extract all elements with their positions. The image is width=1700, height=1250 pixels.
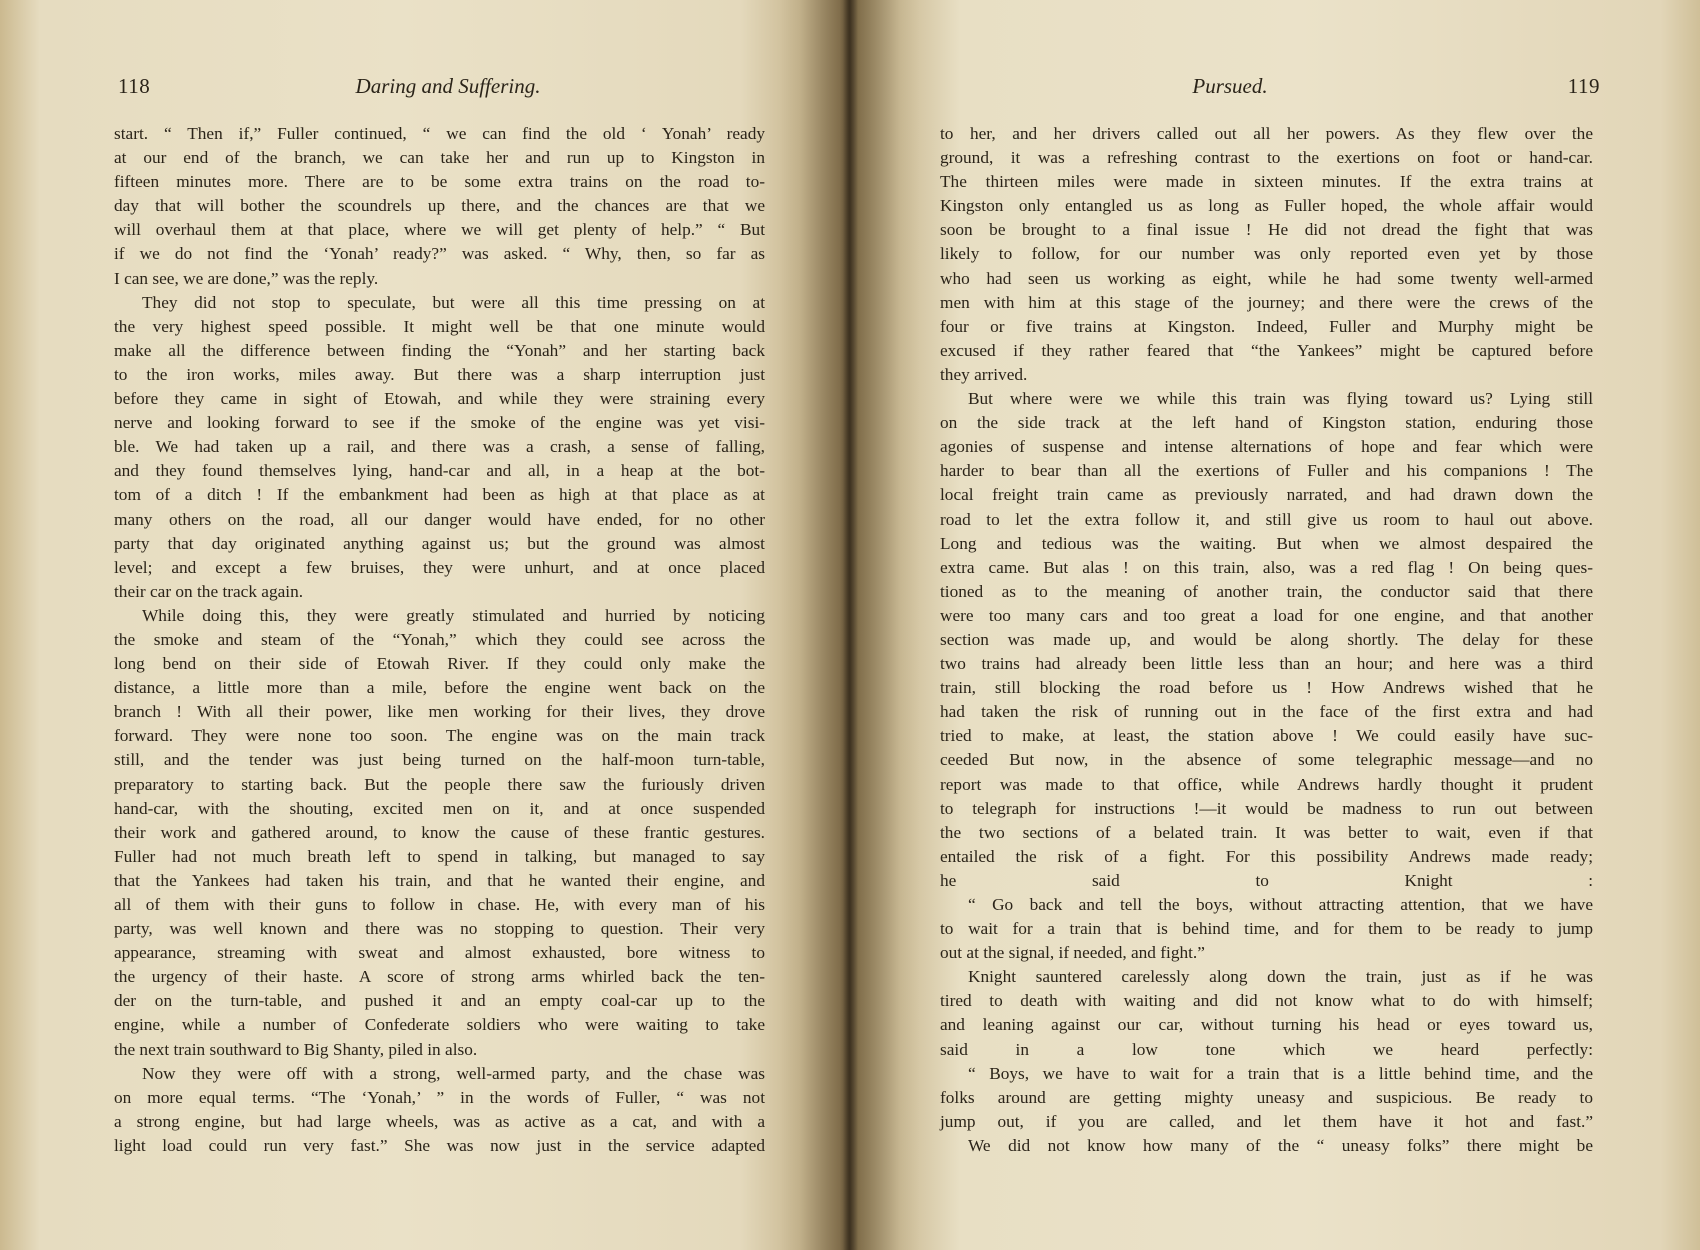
text-line: road to let the extra follow it, and still give us room to haul out above. [940, 509, 1593, 529]
text-line: light load could run very fast.” She was now just in the service adapted [114, 1135, 765, 1155]
text-line: Now they were off with a strong, well-armed party, and the chase was [142, 1063, 765, 1083]
text-line: “ Go back and tell the boys, without attracting attention, that we have [968, 895, 1593, 914]
text-line: “ Boys, we have to wait for a train that is a little behind time, and the [968, 1063, 1593, 1083]
text-line: and they found themselves lying, hand-car and all, in a heap at the bot- [114, 461, 765, 481]
text-line: tom of a ditch ! If the embankment had been as high at that place as at [114, 485, 765, 505]
text-line: appearance, streaming with sweat and almost exhausted, bore witness to [114, 943, 765, 963]
text-line: party, was well known and there was no stopping to question. Their very [114, 919, 765, 939]
text-line: two trains had already been little less than an hour; and here was a third [940, 654, 1593, 674]
text-line: branch ! With all their power, like men working for their lives, they drove [114, 702, 765, 722]
text-line: before they came in sight of Etowah, and while they were straining every [114, 389, 765, 409]
text-line: ground, it was a refreshing contrast to the exertions on foot or hand-car. [940, 148, 1593, 168]
text-line: excused if they rather feared that “the Yankees” might be captured before [940, 340, 1593, 360]
text-line: forward. They were none too soon. The engine was on the main track [114, 726, 765, 746]
text-line: he said to Knight : [940, 870, 1593, 890]
text-line: fifteen minutes more. There are to be some extra trains on the road to- [114, 172, 765, 192]
right-page-header [940, 74, 1600, 104]
text-line: local freight train came as previously narrated, and had drawn down the [940, 485, 1593, 505]
text-line: had taken the risk of running out in the face of the first extra and had [940, 702, 1593, 722]
text-line: out at the signal, if needed, and fight.” [940, 943, 1205, 963]
text-line: they arrived. [940, 364, 1028, 384]
text-line: hand-car, with the shouting, excited men on it, and at once suspended [114, 798, 765, 818]
text-line: the very highest speed possible. It might well be that one minute would [114, 316, 765, 336]
text-line: ceeded But now, in the absence of some telegraphic message—and no [940, 750, 1593, 770]
text-line: to telegraph for instructions !—it would be madness to run out between [940, 798, 1593, 818]
text-line: party that day originated anything against us; but the ground was almost [114, 533, 765, 553]
text-line: harder to bear than all the exertions of Fuller and his companions ! The [940, 461, 1593, 481]
text-line: men with him at this stage of the journey; and there were the crews of the [940, 292, 1593, 312]
text-line: Fuller had not much breath left to spend in talking, but managed to say [114, 846, 765, 866]
left-page-header [118, 74, 778, 104]
text-line: extra came. But alas ! on this train, also, was a red flag ! On being ques- [940, 557, 1593, 577]
left-running-head: Daring and Suffering. [355, 74, 541, 98]
text-line: on the side track at the left hand of Kingston station, enduring those [940, 413, 1593, 433]
text-line: will overhaul them at that place, where we will get plenty of help.” “ But [114, 220, 765, 240]
text-line: Kingston only entangled us as long as Fuller hoped, the whole affair would [940, 196, 1593, 216]
text-line: train, still blocking the road before us ! How Andrews wished that he [940, 678, 1593, 698]
left-page [0, 0, 800, 1250]
text-line: on more equal terms. “The ‘Yonah,’ ” in the words of Fuller, “ was not [114, 1087, 765, 1107]
text-line: preparatory to starting back. But the people there saw the furiously driven [114, 774, 765, 794]
text-line: But where were we while this train was flying toward us? Lying still [968, 389, 1593, 409]
text-line: folks around are getting mighty uneasy and suspicious. Be ready to [940, 1087, 1593, 1107]
text-line: We did not know how many of the “ uneasy folks” there might be [968, 1135, 1593, 1155]
text-line: make all the difference between finding the “Yonah” and her starting back [114, 340, 765, 360]
right-page-body [940, 122, 1593, 1158]
text-line: the smoke and steam of the “Yonah,” which they could see across the [114, 629, 765, 649]
text-line: engine, while a number of Confederate soldiers who were waiting to take [114, 1015, 765, 1035]
text-line: start. “ Then if,” Fuller continued, “ we can find the old ‘ Yonah’ ready [114, 124, 765, 143]
text-line: a strong engine, but had large wheels, was as active as a cat, and with a [114, 1111, 765, 1131]
text-line: long bend on their side of Etowah River. If they could only make the [114, 654, 765, 674]
text-line: tired to death with waiting and did not know what to do with himself; [940, 991, 1593, 1011]
text-line: that the Yankees had taken his train, and that he wanted their engine, and [114, 870, 765, 890]
text-line: still, and the tender was just being turned on the half-moon turn-table, [114, 750, 765, 770]
text-line: to her, and her drivers called out all her powers. As they flew over the [940, 124, 1593, 143]
text-line: all of them with their guns to follow in chase. He, with every man of his [114, 895, 765, 914]
text-line: day that will bother the scoundrels up there, and the chances are that we [114, 196, 765, 216]
text-line: agonies of suspense and intense alternations of hope and fear which were [940, 437, 1593, 457]
text-line: were too many cars and too great a load for one engine, and that another [940, 605, 1593, 625]
text-line: who had seen us working as eight, while he had some twenty well-armed [940, 268, 1593, 288]
right-page-number: 119 [1567, 74, 1600, 98]
left-page-body [114, 122, 765, 1158]
text-line: their car on the track again. [114, 581, 304, 601]
right-running-head: Pursued. [1192, 74, 1268, 98]
text-line: the two sections of a belated train. It was better to wait, even if that [940, 822, 1593, 842]
text-line: report was made to that office, while Andrews hardly thought it prudent [940, 774, 1593, 794]
text-line: and leaning against our car, without turning his head or eyes toward us, [940, 1015, 1593, 1035]
text-line: the next train southward to Big Shanty, piled in also. [114, 1039, 478, 1059]
text-line: distance, a little more than a mile, before the engine went back on the [114, 678, 765, 698]
text-line: They did not stop to speculate, but were all this time pressing on at [142, 292, 765, 312]
text-line: Knight sauntered carelessly along down the train, just as if he was [968, 967, 1593, 987]
text-line: to the iron works, miles away. But there was a sharp interruption just [114, 364, 765, 384]
text-line: jump out, if you are called, and let them have it hot and fast.” [940, 1111, 1593, 1131]
text-line: nerve and looking forward to see if the smoke of the engine was yet visi- [114, 413, 765, 433]
right-page [880, 0, 1700, 1250]
left-page-number: 118 [118, 74, 151, 98]
text-line: likely to follow, for our number was only reported even yet by those [940, 244, 1593, 264]
text-line: section was made up, and would be along shortly. The delay for these [940, 629, 1593, 649]
text-line: Long and tedious was the waiting. But when we almost despaired the [940, 533, 1593, 553]
text-line: While doing this, they were greatly stimulated and hurried by noticing [142, 605, 765, 625]
text-line: ble. We had taken up a rail, and there was a crash, a sense of falling, [114, 437, 765, 457]
text-line: The thirteen miles were made in sixteen minutes. If the extra trains at [940, 172, 1593, 192]
text-line: level; and except a few bruises, they were unhurt, and at once placed [114, 557, 765, 577]
text-line: at our end of the branch, we can take her and run up to Kingston in [114, 148, 765, 168]
text-line: entailed the risk of a fight. For this possibility Andrews made ready; [940, 846, 1593, 866]
text-line: said in a low tone which we heard perfectly: [940, 1039, 1593, 1059]
text-line: tioned as to the meaning of another train, the conductor said that there [940, 581, 1593, 601]
text-line: their work and gathered around, to know the cause of these frantic gestures. [114, 822, 765, 842]
text-line: to wait for a train that is behind time, and for them to be ready to jump [940, 919, 1593, 939]
text-line: der on the turn-table, and pushed it and an empty coal-car up to the [114, 991, 765, 1011]
text-line: soon be brought to a final issue ! He did not dread the fight that was [940, 220, 1593, 240]
text-line: the urgency of their haste. A score of strong arms whirled back the ten- [114, 967, 765, 987]
text-line: if we do not find the ‘Yonah’ ready?” was asked. “ Why, then, so far as [114, 244, 765, 264]
text-line: four or five trains at Kingston. Indeed, Fuller and Murphy might be [940, 316, 1593, 336]
text-line: I can see, we are done,” was the reply. [114, 268, 379, 288]
text-line: many others on the road, all our danger would have ended, for no other [114, 509, 765, 529]
text-line: tried to make, at least, the station above ! We could easily have suc- [940, 726, 1593, 746]
